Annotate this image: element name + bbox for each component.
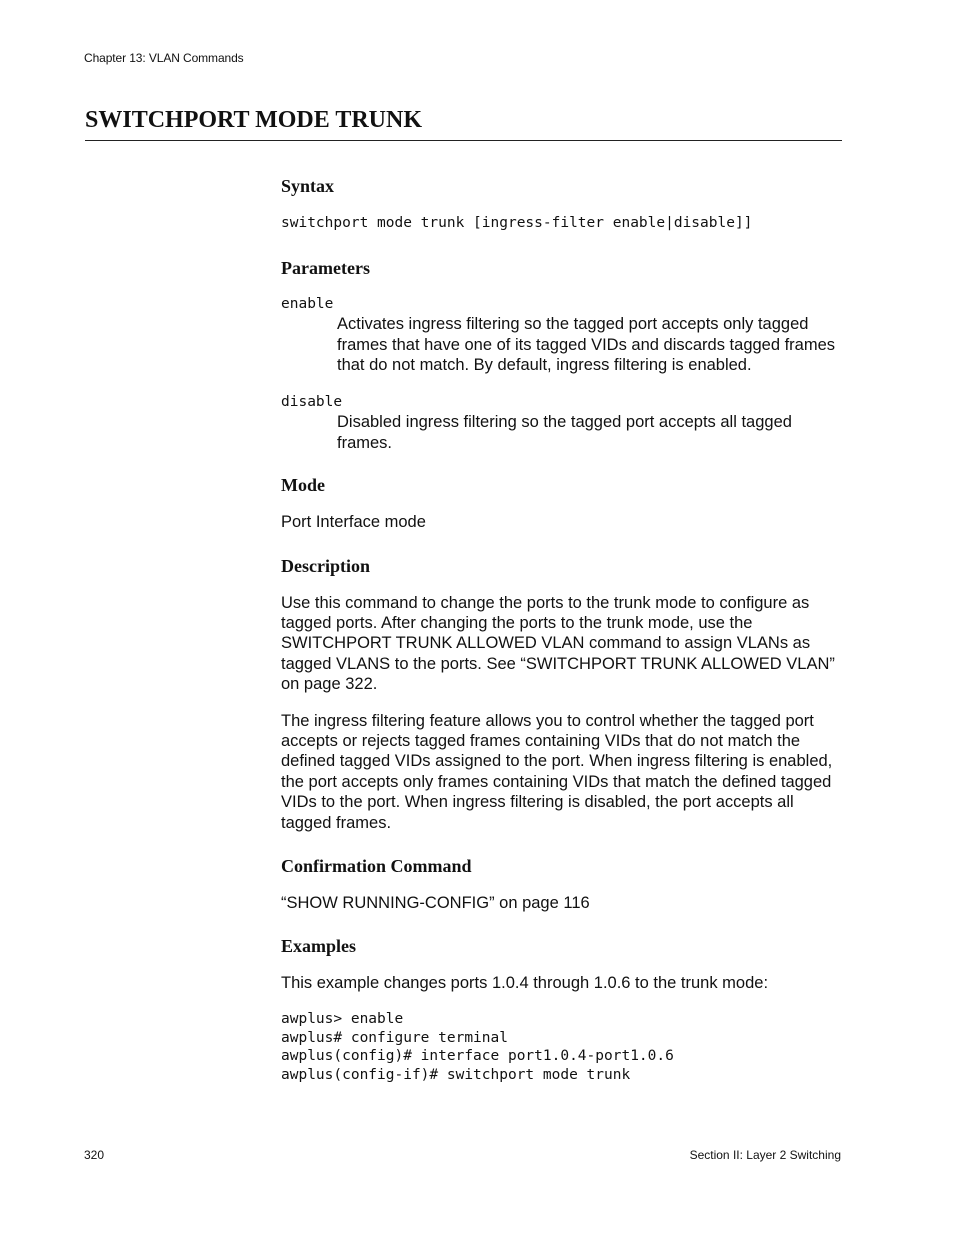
code-line: awplus# configure terminal	[281, 1029, 508, 1046]
code-line: awplus(config-if)# switchport mode trunk	[281, 1066, 631, 1083]
description-paragraph: Use this command to change the ports to the trunk mode to configure as tagged ports. After changing the ports to the trunk mode, use the SWITCHPORT TRUNK ALLOWED VLAN command to assign VLANs as tagged VLANS to the ports. See “SWITCHPORT TRUNK ALLOWED VLAN” on page 322.	[281, 593, 835, 694]
confirmation-text: “SHOW RUNNING-CONFIG” on page 116	[281, 894, 590, 913]
description-heading: Description	[281, 555, 370, 576]
page-title: SWITCHPORT MODE TRUNK	[85, 107, 422, 133]
main-content	[281, 174, 843, 1085]
parameter-item	[281, 393, 843, 454]
parameter-name: enable	[281, 295, 334, 312]
code-line: awplus(config)# interface port1.0.4-port1.0.6	[281, 1048, 674, 1065]
running-header-chapter: Chapter 13: VLAN Commands	[84, 51, 244, 65]
running-footer-section: Section II: Layer 2 Switching	[689, 1148, 841, 1162]
parameter-item	[281, 295, 843, 376]
parameter-name: disable	[281, 393, 343, 410]
parameters-heading: Parameters	[281, 257, 370, 278]
examples-heading: Examples	[281, 936, 357, 957]
description-paragraph: The ingress filtering feature allows you to control whether the tagged port accepts or rejects tagged frames containing VIDs that do not match the defined tagged VIDs assigned to the port. When ingress filtering is enabled, the port accepts only frames containing VIDs that match the defined tagged VIDs to the port. When ingress filtering is disabled, the port accepts all tagged frames.	[281, 711, 833, 832]
syntax-heading: Syntax	[281, 176, 335, 196]
parameter-description: Disabled ingress filtering so the tagged port accepts all tagged frames.	[337, 413, 792, 452]
parameter-description: Activates ingress filtering so the tagged port accepts only tagged frames that have one of its tagged VIDs and discards tagged frames that do not match. By default, ingress filtering is enabled.	[337, 315, 836, 375]
mode-text: Port Interface mode	[281, 513, 426, 532]
syntax-command: switchport mode trunk [ingress-filter enable|disable]]	[281, 215, 753, 231]
code-line: awplus> enable	[281, 1010, 404, 1027]
example-code-block	[281, 1010, 843, 1085]
mode-heading: Mode	[281, 475, 325, 496]
title-divider	[85, 140, 842, 141]
examples-intro: This example changes ports 1.0.4 through 1.0.6 to the trunk mode:	[281, 974, 769, 993]
page-number: 320	[84, 1148, 105, 1162]
confirmation-heading: Confirmation Command	[281, 856, 472, 877]
